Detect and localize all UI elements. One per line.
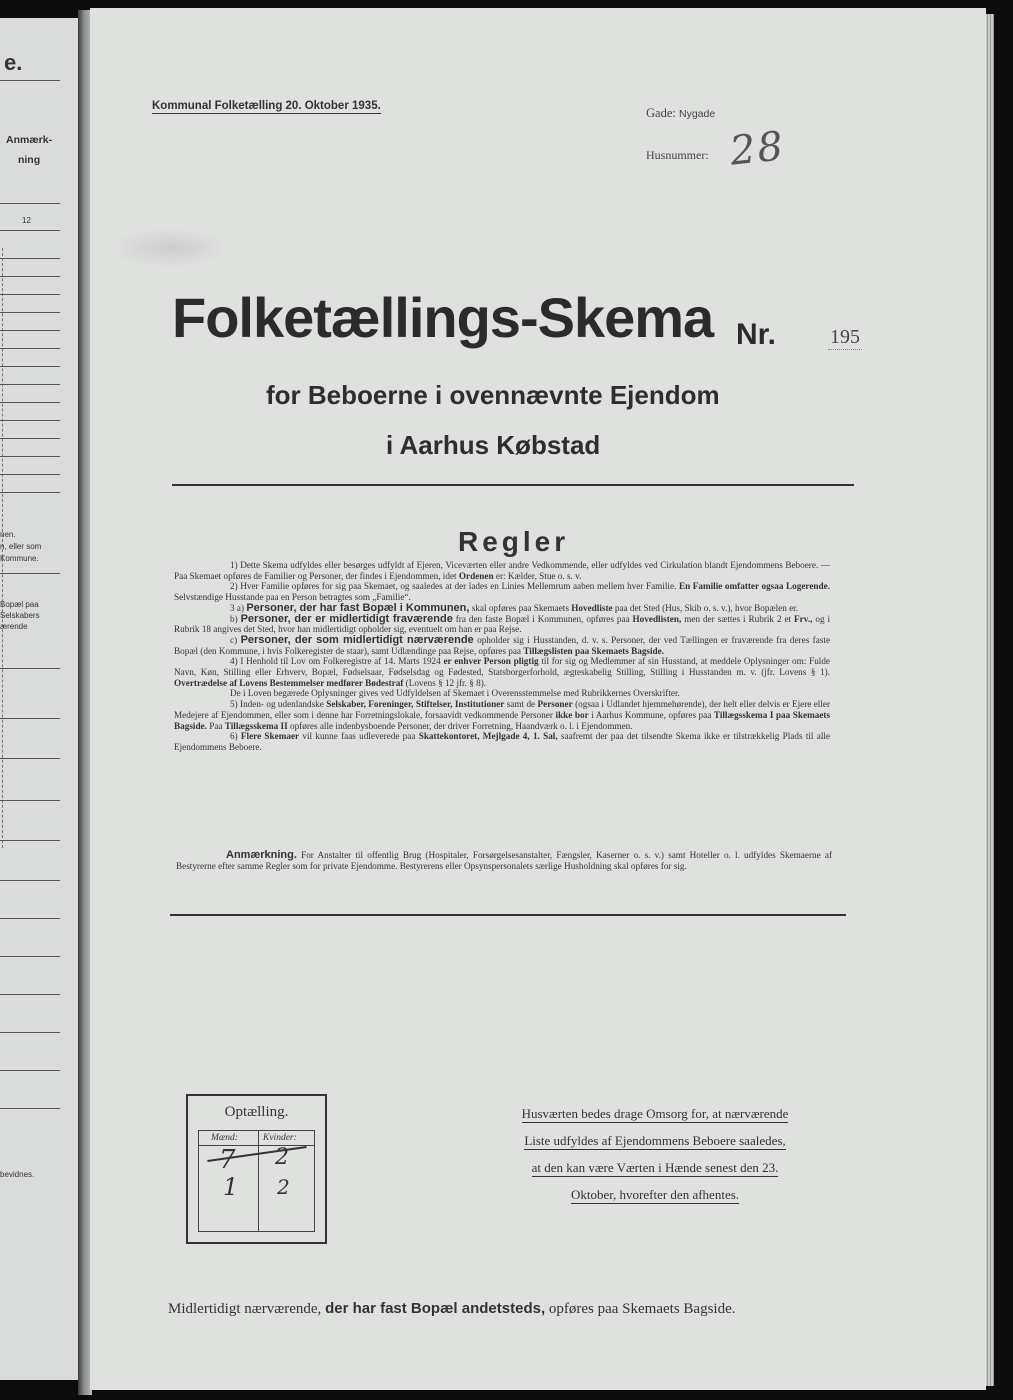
faded-stamp bbox=[110, 228, 230, 268]
census-header: Kommunal Folketælling 20. Oktober 1935. bbox=[152, 100, 381, 112]
count-box bbox=[186, 1094, 327, 1244]
count-box-title: Optælling. bbox=[224, 1104, 289, 1120]
left-rule bbox=[0, 80, 60, 81]
rules-heading: Regler bbox=[458, 526, 570, 557]
left-rule bbox=[0, 276, 60, 277]
left-rule bbox=[0, 258, 60, 259]
rule-3a: 3 a) Personer, der har fast Bopæl i Kommunen, skal opføres paa Skemaets Hovedliste paa det Sted (Hus, Skib o. s. v.), hvor Bopælen er. bbox=[230, 601, 799, 614]
left-rule bbox=[0, 384, 60, 385]
men-count: 1 bbox=[223, 1173, 239, 1201]
left-fragment: nen. bbox=[0, 530, 16, 539]
left-rule bbox=[0, 330, 60, 331]
left-rule bbox=[0, 800, 60, 801]
landlord-instructions bbox=[480, 1106, 830, 1214]
form-subtitle: for Beboerne i ovennævnte Ejendom bbox=[266, 380, 720, 410]
left-rule bbox=[0, 994, 60, 995]
left-rule bbox=[0, 758, 60, 759]
form-subtitle-city: i Aarhus Købstad bbox=[386, 430, 601, 460]
men-label: Mænd: bbox=[211, 1133, 238, 1143]
census-form-page bbox=[90, 8, 986, 1390]
left-rule bbox=[0, 918, 60, 919]
left-fragment: n, eller som bbox=[0, 542, 42, 551]
form-number-label: Nr. bbox=[736, 318, 777, 351]
previous-page-strip bbox=[0, 18, 78, 1380]
count-table bbox=[198, 1130, 315, 1232]
men-count-struck: 7 bbox=[219, 1145, 236, 1175]
rule-2: 2) Hver Familie opføres for sig paa Skemaet, og saaledes at der lades en Linies Mellemrum aaben mellem hver Familie. En Familie omfatter ogsaa Logerende. Selvstændige Husstande paa en Person betragtes som „Familie“. bbox=[174, 581, 830, 603]
left-fragment: Kommune. bbox=[0, 554, 39, 563]
husnummer-value: 28 bbox=[727, 123, 788, 175]
left-fragment: Bopæl paa bbox=[0, 600, 39, 609]
left-column-number: 12 bbox=[22, 216, 31, 225]
left-rule bbox=[0, 366, 60, 367]
women-label: Kvinder: bbox=[263, 1133, 297, 1143]
landlord-line: Liste udfyldes af Ejendommens Beboere saaledes, bbox=[524, 1133, 786, 1148]
section-divider bbox=[170, 914, 846, 916]
rule-1: 1) Dette Skema udfyldes eller besørges udfyldt af Ejeren, Viceværten eller andre Vedkommende, eller udfyldes ved Cirkulation blandt Ejendommens Beboere. — Paa Skemaet opføres de Familier og Personer, der findes i Ejendommen, idet Ordenen er: Kælder, Stue o. s. v. bbox=[174, 560, 830, 581]
count-header-line bbox=[199, 1145, 314, 1146]
landlord-line: Oktober, hvorefter den afhentes. bbox=[570, 1187, 740, 1202]
left-rule bbox=[0, 348, 60, 349]
left-rule bbox=[0, 1032, 60, 1033]
left-rule bbox=[0, 420, 60, 421]
rule-6: 6) Flere Skemaer vil kunne faas udleverede paa Skattekontoret, Mejlgade 4, 1. Sal, saafremt der paa det tilsendte Skema ikke er tilstrækkelig Plads til alle Ejendommens Beboere. bbox=[174, 731, 831, 752]
left-rule bbox=[0, 718, 60, 719]
left-rule bbox=[0, 294, 60, 295]
left-rule bbox=[0, 492, 60, 493]
form-title: Folketællings-Skema bbox=[172, 286, 714, 349]
rule-5: 5) Inden- og udenlandske Selskaber, Foreninger, Stiftelser, Institutioner samt de Personer (ogsaa i Udlandet hjemmehørende), der helt eller delvis er Ejere eller Medejere af Ejendommen, eller som i denne har Forretningslokale, forsaavidt vedkommende Personer ikke bor i Aarhus Kommune, opføres paa Tillægsskema I paa Skemaets Bagside. Paa Tillægsskema II opføres alle indenbysboende Personer, der driver Forretning, Haandværk o. l. i Ejendommen. bbox=[174, 699, 831, 731]
left-rule bbox=[0, 402, 60, 403]
left-rule bbox=[0, 230, 60, 231]
rule-4: 4) I Henhold til Lov om Folkeregistre af 14. Marts 1924 er enhver Person pligtig til for sig og Medlemmer af sin Husstand, at meddele Oplysninger om: Fulde Navn, Køn, Stilling eller Erhverv, Bopæl, Fødselsaar, Fødselsdag og Fødested, Statsborgerforhold, ægteskabelig Stilling, Stilling i Husstanden m. v. (jfr. Lovens § 1). Overtrædelse af Lovens Bestemmelser medfører Bødestraf (Lovens § 12 jfr. § 8). bbox=[174, 656, 831, 688]
count-divider bbox=[258, 1131, 259, 1231]
left-fragment: ærende bbox=[0, 622, 28, 631]
left-rule bbox=[0, 1070, 60, 1071]
landlord-line: Husværten bedes drage Omsorg for, at nærværende bbox=[521, 1106, 789, 1121]
annotation-text: For Anstalter til offentlig Brug (Hospitaler, Forsørgelsesanstalter, Fængsler, Kaserner o. s. v.) samt Hoteller o. l. udfyldes Skemaerne af Bestyrerne efter samme Regler som for private Ejendomme. Bestyrerens eller Opsynspersonalets særlige Husholdning skal opføres for sig. bbox=[176, 850, 833, 871]
rule-4-extra: De i Loven begærede Oplysninger gives ved Udfyldelsen af Skemaet i Overensstemmelse med Rubrikkernes Overskrifter. bbox=[230, 688, 680, 699]
gade-value: Nygade bbox=[678, 108, 716, 120]
section-divider bbox=[172, 484, 854, 486]
left-rule bbox=[0, 668, 60, 669]
rule-3b: b) Personer, der er midlertidigt fraværende fra den faste Bopæl i Kommunen, opføres paa Hovedlisten, men der sættes i Rubrik 2 et Frv., og i Rubrik 18 angives det Sted, hvor han midlertidigt opholder sig, eventuelt om han er paa Rejse. bbox=[174, 612, 831, 635]
landlord-line: at den kan være Værten i Hænde senest den 23. bbox=[531, 1160, 779, 1175]
left-rule bbox=[0, 880, 60, 881]
women-count: 2 bbox=[277, 1175, 290, 1199]
left-rule bbox=[0, 203, 60, 204]
left-fragment: Selskabers bbox=[0, 611, 40, 620]
footer-note: Midlertidigt nærværende, der har fast Bopæl andetsteds, opføres paa Skemaets Bagside. bbox=[168, 1300, 736, 1317]
form-number-value: 195 bbox=[830, 326, 860, 348]
women-count-struck: 2 bbox=[275, 1145, 289, 1170]
annotation-note bbox=[176, 850, 832, 872]
left-rule bbox=[0, 456, 60, 457]
gade-field bbox=[646, 106, 715, 121]
left-rule bbox=[0, 956, 60, 957]
left-rule bbox=[0, 840, 60, 841]
left-rule bbox=[0, 312, 60, 313]
left-column-heading: Anmærk- ning bbox=[6, 134, 53, 166]
left-rule bbox=[0, 474, 60, 475]
left-fragment: bevidnes. bbox=[0, 1170, 35, 1179]
left-rule bbox=[0, 438, 60, 439]
rules-text bbox=[174, 560, 830, 753]
left-rule bbox=[0, 573, 60, 574]
husnummer-label: Husnummer: bbox=[646, 148, 709, 162]
left-rule bbox=[0, 1108, 60, 1109]
annotation-label: Anmærkning. bbox=[226, 849, 297, 861]
left-heading-fragment: e. bbox=[4, 50, 23, 75]
gade-label: Gade: bbox=[646, 106, 676, 120]
rule-3c: c) Personer, der som midlertidigt nærværende opholder sig i Husstanden, d. v. s. Personer, der ved Tællingen er fraværende fra deres faste Bopæl (den Kommune, i hvis Folkeregister de staar), samt Udlændinge paa Rejse, opføres paa Tillægslisten paa Skemaets Bagside. bbox=[174, 633, 831, 656]
